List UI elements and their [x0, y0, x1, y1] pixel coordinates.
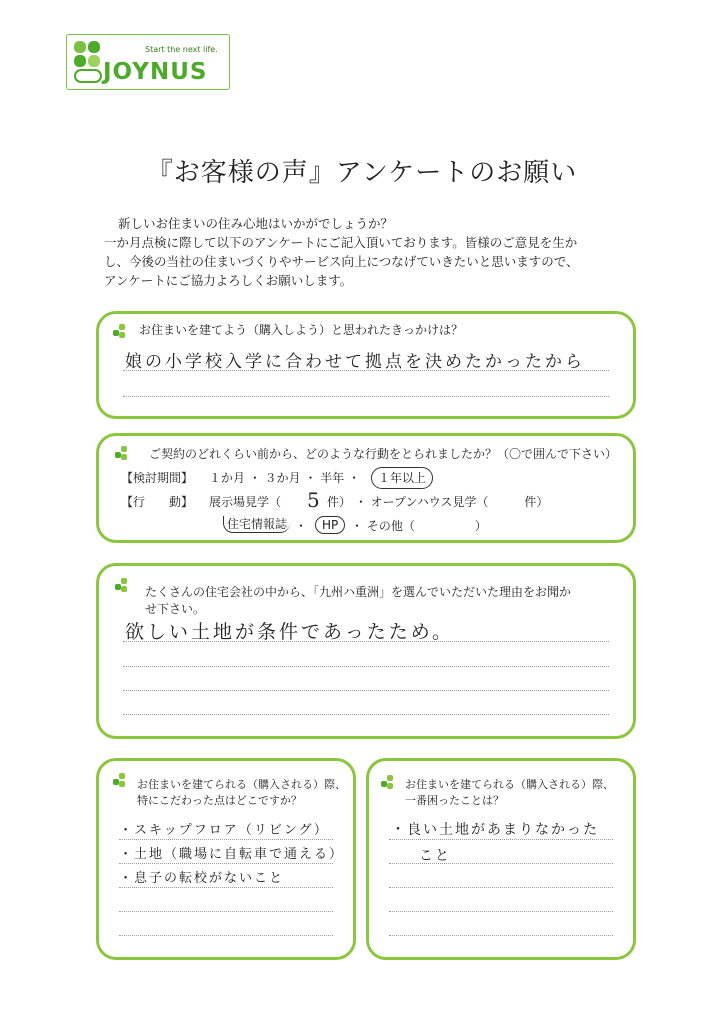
company-logo [66, 34, 230, 90]
question-1: お住まいを建てよう（購入しよう）と思われたきっかけは？ [139, 323, 464, 337]
clover-bullet-icon [113, 773, 129, 789]
question-box-2 [96, 433, 636, 543]
intro-line: アンケートにご協力よろしくお願いします。 [104, 273, 353, 288]
question-3-line1: たくさんの住宅会社の中から、「九州ハ重洲」を選んでいただいた理由をお聞か [145, 585, 572, 599]
question-box-4 [96, 758, 356, 960]
action-open-house: 件） ・ オープンハウス見学（ 件） [327, 495, 549, 509]
period-circled-answer: １年以上 [371, 467, 433, 489]
question-box-1 [96, 311, 636, 419]
answer-4-item: ・息子の転校がないこと [119, 871, 285, 886]
answer-5-item: こと [419, 848, 451, 864]
clover-bullet-icon [113, 324, 129, 340]
answer-5-item: ・良い土地があまりなかった [391, 822, 599, 838]
brand-tagline: Start the next life. [145, 45, 218, 54]
action-other: ・ その他（ ） [351, 519, 487, 533]
intro-line: し、今後の当社の住まいづくりやサービス向上につなげていきたいと思いますので、 [104, 254, 579, 269]
intro-text [104, 214, 624, 290]
question-box-5 [366, 758, 636, 960]
clover-bullet-icon [381, 775, 397, 791]
clover-logo-icon [73, 40, 103, 84]
clover-bullet-icon [115, 578, 131, 594]
intro-line: 一か月点検に際して以下のアンケートにご記入頂いております。皆様のご意見を生か [104, 235, 578, 250]
question-box-3 [96, 563, 636, 739]
action-showroom: 展示場見学（ [209, 495, 282, 509]
brand-name: JOYNUS [103, 59, 208, 85]
question-3-line2: せ下さい。 [145, 602, 206, 616]
answer-4-item: ・土地（職場に自転車で通える） [119, 847, 345, 862]
period-options: １か月 ・ ３か月 ・ 半年 ・ [209, 471, 361, 485]
question-5-line2: 一番困ったことは？ [405, 794, 504, 807]
separator: ・ [295, 519, 308, 533]
hp-circled: HP [315, 516, 345, 534]
period-label: 【検討期間】 [121, 471, 194, 485]
clover-bullet-icon [115, 446, 131, 462]
question-5-line1: お住まいを建てられる（購入される）際、 [405, 778, 614, 791]
showroom-count: 5 [307, 488, 323, 512]
info-magazine-circled: 住宅情報誌 [223, 516, 290, 533]
answer-1: 娘の小学校入学に合わせて拠点を決めたかったから [125, 352, 585, 372]
action-label: 【行 動】 [121, 495, 194, 509]
intro-line: 新しいお住まいの住み心地はいかがでしょうか？ [118, 216, 394, 231]
page-title: 『お客様の声』アンケートのお願い [146, 158, 578, 188]
question-4-line2: 特にこだわった点はどこですか？ [137, 794, 302, 807]
question-2: ご契約のどれくらい前から、どのような行動をとられましたか？（〇で囲んで下さい） [149, 447, 618, 461]
answer-4-item: ・スキップフロア（リビング） [119, 823, 329, 838]
question-4-line1: お住まいを建てられる（購入される）際、 [137, 778, 346, 791]
answer-3: 欲しい土地が条件であったため。 [125, 621, 455, 643]
